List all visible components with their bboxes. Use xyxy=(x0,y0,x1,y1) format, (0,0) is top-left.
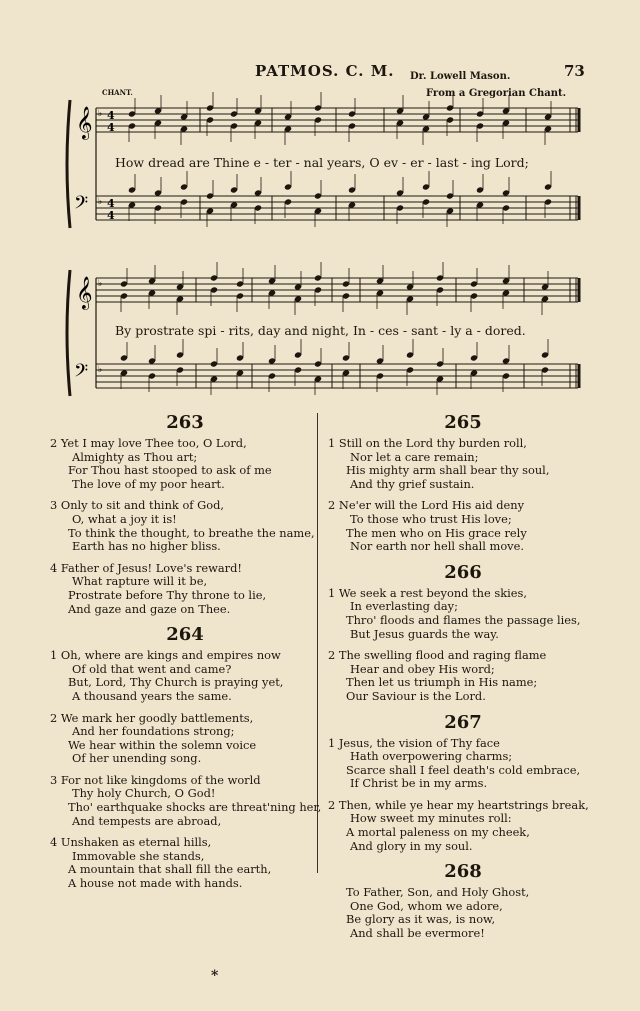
verse-line: We hear within the solemn voice xyxy=(68,737,257,752)
verse-line: A house not made with hands. xyxy=(68,876,243,891)
stanza xyxy=(50,774,320,828)
verse-line: 1 Still on the Lord thy burden roll, xyxy=(328,436,527,450)
time-sig-bottom: 4 xyxy=(107,209,115,222)
verse-line: 2 Yet I may love Thee too, O Lord, xyxy=(50,436,247,450)
verse-line: For Thou hast stooped to ask of me xyxy=(68,463,272,478)
key-flat: ♭ xyxy=(98,365,103,375)
music-score xyxy=(0,0,640,400)
verse-line: Almighty as Thou art; xyxy=(72,449,198,464)
hymn-number: 265 xyxy=(444,412,482,433)
verse-line: 3 Only to sit and think of God, xyxy=(50,498,225,513)
verse-line: And glory in my soul. xyxy=(350,838,473,853)
verse-line: But Jesus guards the way. xyxy=(350,626,499,641)
verse-line: 2 Then, while ye hear my heartstrings break, xyxy=(328,797,589,812)
verse-line: Prostrate before Thy throne to lie, xyxy=(68,587,267,602)
hymn-number: 267 xyxy=(444,711,482,733)
verse-line: Nor let a care remain; xyxy=(350,449,479,464)
system-brace xyxy=(67,100,70,228)
tune-title: PATMOS. C. M. xyxy=(255,62,395,80)
composer-credit: Dr. Lowell Mason. xyxy=(410,71,511,82)
printer-mark: * xyxy=(211,968,219,984)
verse-line: Nor earth nor hell shall move. xyxy=(350,539,524,554)
verse-line: 1 Jesus, the vision of Thy face xyxy=(328,735,500,750)
verse-line: To those who trust His love; xyxy=(350,511,512,526)
verse-line: And her foundations strong; xyxy=(72,724,235,739)
stanza xyxy=(50,712,320,766)
stanza xyxy=(50,836,320,890)
verse-line: Thro' floods and flames the passage lies, xyxy=(346,612,581,627)
verse-line: Hear and obey His word; xyxy=(350,661,495,676)
verse-line: 2 We mark her goodly battlements, xyxy=(50,710,254,725)
hymn-number: 268 xyxy=(444,861,482,883)
lyric-line-1: How dread are Thine e - ter - nal years, O ev - er - last - ing Lord; xyxy=(115,155,529,170)
source-credit: From a Gregorian Chant. xyxy=(426,88,567,99)
stanza xyxy=(328,737,598,791)
verse-line: A thousand years the same. xyxy=(72,688,232,703)
verse-line: To Father, Son, and Holy Ghost, xyxy=(346,885,530,900)
verse-line: 2 The swelling flood and raging flame xyxy=(328,648,547,663)
verse-line: One God, whom we adore, xyxy=(350,898,503,913)
verse-line: Scarce shall I feel death's cold embrace, xyxy=(346,762,581,777)
verse-line: 2 Ne'er will the Lord His aid deny xyxy=(328,498,525,513)
bass-clef-icon: 𝄢 xyxy=(74,361,89,386)
verse-line: 3 For not like kingdoms of the world xyxy=(50,772,261,787)
left-column xyxy=(50,412,320,899)
stanza xyxy=(50,562,320,616)
verse-line: 4 Father of Jesus! Love's reward! xyxy=(50,560,242,575)
verse-line: Our Saviour is the Lord. xyxy=(346,688,486,703)
time-sig-top: 4 xyxy=(107,197,115,210)
verse-line: And shall be evermore! xyxy=(350,926,485,941)
stanza xyxy=(328,499,598,553)
stanza xyxy=(328,886,598,940)
bass-clef-icon: 𝄢 xyxy=(74,193,89,218)
verse-line: What rapture will it be, xyxy=(72,574,208,589)
key-flat: ♭ xyxy=(98,279,103,289)
stanza xyxy=(50,499,320,553)
key-flat: ♭ xyxy=(98,197,103,207)
verse-line: If Christ be in my arms. xyxy=(350,776,488,791)
stanza xyxy=(50,649,320,703)
time-sig-top: 4 xyxy=(107,109,115,122)
verse-line: Tho' earthquake shocks are threat'ning her, xyxy=(68,800,322,815)
time-sig-bottom: 4 xyxy=(107,121,115,134)
verse-line: 4 Unshaken as eternal hills, xyxy=(50,835,212,850)
verse-line: Earth has no higher bliss. xyxy=(72,539,221,554)
stanza xyxy=(328,437,598,491)
verse-line: And gaze and gaze on Thee. xyxy=(68,601,231,616)
verse-line: The men who on His grace rely xyxy=(346,525,527,540)
chant-label: CHANT. xyxy=(102,88,133,97)
system-brace xyxy=(67,270,70,396)
hymn-number: 263 xyxy=(166,412,204,433)
verse-line: 1 We seek a rest beyond the skies, xyxy=(328,585,527,600)
verse-line: O, what a joy it is! xyxy=(72,511,177,526)
verse-line: 1 Oh, where are kings and empires now xyxy=(50,648,281,663)
verse-line: His mighty arm shall bear thy soul, xyxy=(346,463,550,478)
verse-line: A mortal paleness on my cheek, xyxy=(346,825,530,840)
stanza xyxy=(328,587,598,641)
lyric-line-2: By prostrate spi - rits, day and night, In - ces - sant - ly a - dored. xyxy=(115,323,526,338)
verse-line: The love of my poor heart. xyxy=(72,476,225,491)
right-column xyxy=(328,412,598,949)
stanza xyxy=(328,799,598,853)
verse-line: Hath overpowering charms; xyxy=(350,749,513,764)
verse-line: Immovable she stands, xyxy=(72,848,205,863)
verse-line: A mountain that shall fill the earth, xyxy=(68,862,272,877)
verse-line: Of old that went and came? xyxy=(72,661,232,676)
verse-line: Of her unending song. xyxy=(72,751,202,766)
verse-line: And tempests are abroad, xyxy=(72,813,222,828)
verse-line: Be glory as it was, is now, xyxy=(346,912,496,927)
key-flat: ♭ xyxy=(98,109,103,119)
treble-clef-icon: 𝄞 xyxy=(76,276,93,309)
verse-line: Then let us triumph in His name; xyxy=(346,675,538,690)
stanza xyxy=(328,649,598,703)
hymn-number: 264 xyxy=(166,624,204,646)
verse-line: To think the thought, to breathe the name, xyxy=(68,525,315,540)
verse-line: In everlasting day; xyxy=(350,599,458,614)
hymn-number: 266 xyxy=(444,561,482,583)
verse-line: But, Lord, Thy Church is praying yet, xyxy=(68,675,284,690)
page-number: 73 xyxy=(564,62,585,80)
stanza xyxy=(50,437,320,491)
treble-clef-icon: 𝄞 xyxy=(76,106,93,139)
verse-line: Thy holy Church, O God! xyxy=(72,786,216,801)
verse-line: And thy grief sustain. xyxy=(350,476,475,491)
verse-line: How sweet my minutes roll: xyxy=(350,811,512,826)
